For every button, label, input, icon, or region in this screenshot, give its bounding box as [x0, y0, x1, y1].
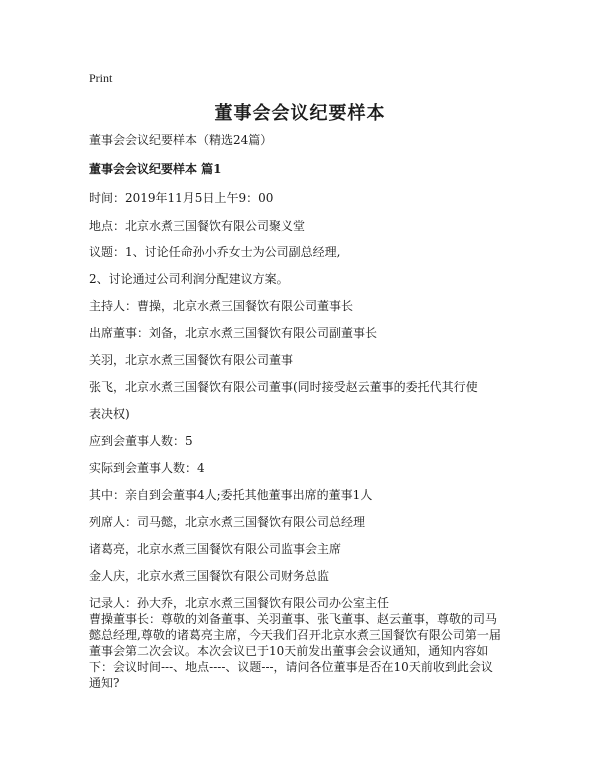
expected-count-line: 应到会董事人数：5	[89, 434, 193, 448]
agenda-line-1: 议题：1、讨论任命孙小乔女士为公司副总经理,	[89, 245, 341, 259]
recorder-line: 记录人：孙大乔，北京水煮三国餐饮有限公司办公室主任	[89, 596, 390, 610]
speech-paragraph: 曹操董事长：尊敬的刘备董事、关羽董事、张飞董事、赵云董事，尊敬的司马懿总经理,尊敬的诸葛亮主席，今天我们召开北京水煮三国餐饮有限公司第一届董事会第二次会议。本次会议已于10天前发出董事会会议通知，通知内容如下：会议时间---、地点----、议题---，请问各位董事是否在10天前收到此会议通知?	[89, 612, 501, 690]
agenda-line-2: 2、讨论通过公司利润分配建议方案。	[89, 272, 289, 286]
page-title: 董事会会议纪要样本	[214, 103, 386, 124]
print-link[interactable]: Print	[89, 71, 113, 85]
time-line: 时间：2019年11月5日上午9：00	[89, 191, 274, 205]
breakdown-line: 其中：亲自到会董事4人;委托其他董事出席的董事1人	[89, 488, 373, 502]
observer-line-1: 列席人：司马懿，北京水煮三国餐饮有限公司总经理	[89, 515, 366, 529]
host-line: 主持人：曹操，北京水煮三国餐饮有限公司董事长	[89, 299, 354, 313]
observer-line-2: 诸葛亮，北京水煮三国餐饮有限公司监事会主席	[89, 542, 342, 556]
actual-count-line: 实际到会董事人数：4	[89, 461, 205, 475]
attendee-line-3: 张飞，北京水煮三国餐饮有限公司董事(同时接受赵云董事的委托代其行使	[89, 380, 478, 394]
attendee-line-3-cont: 表决权)	[89, 407, 130, 421]
attendee-line-2: 关羽，北京水煮三国餐饮有限公司董事	[89, 353, 294, 367]
observer-line-3: 金人庆，北京水煮三国餐饮有限公司财务总监	[89, 569, 330, 583]
section-heading: 董事会会议纪要样本 篇1	[89, 162, 222, 176]
location-line: 地点：北京水煮三国餐饮有限公司聚义堂	[89, 219, 306, 233]
attendee-line-1: 出席董事：刘备，北京水煮三国餐饮有限公司副董事长	[89, 326, 378, 340]
subtitle-line: 董事会会议纪要样本（精选24篇）	[89, 133, 273, 147]
